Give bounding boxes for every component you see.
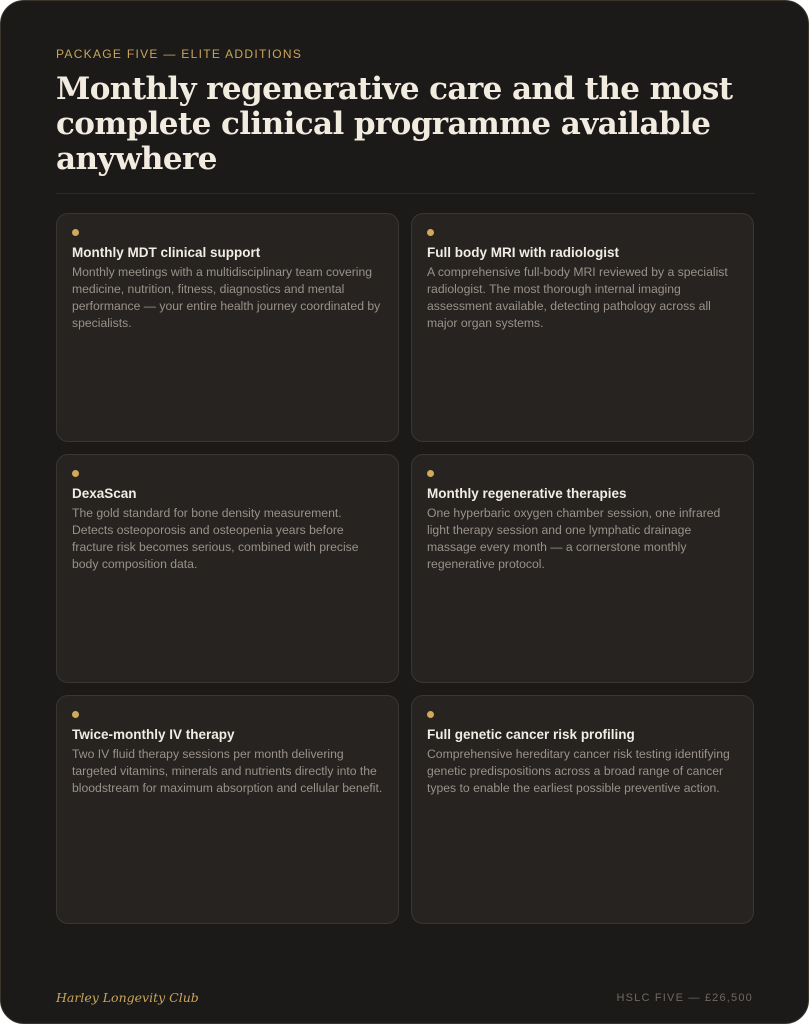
feature-card-description: A comprehensive full-body MRI reviewed by a specialist radiologist. The most thorough internal imaging assessment available, detecting pathology across all major organ systems. [427,265,728,330]
feature-card-description: Two IV fluid therapy sessions per month delivering targeted vitamins, minerals and nutrients directly into the bloodstream for maximum absorption and cellular benefit. [72,747,383,795]
feature-card-regenerative-therapies [411,454,754,683]
bullet-dot-icon [72,470,79,477]
feature-card-full-body-mri [411,213,754,442]
feature-card-title: Monthly regenerative therapies [427,486,627,501]
header-divider [56,193,755,194]
feature-card-title: DexaScan [72,486,137,501]
feature-card-genetic-cancer-risk [411,695,754,924]
footer-brand-name: Harley Longevity Club [56,990,199,1005]
bullet-dot-icon [72,711,79,718]
feature-card-description: Monthly meetings with a multidisciplinary team covering medicine, nutrition, fitness, diagnostics and mental performance — your entire health journey coordinated by specialists. [72,265,381,330]
feature-card-description: The gold standard for bone density measurement. Detects osteoporosis and osteopenia years before fracture risk becomes serious, combined with precise body composition data. [72,506,359,571]
bullet-dot-icon [427,229,434,236]
page-title: Monthly regenerative care and the most complete clinical programme available anywhere [56,71,733,177]
feature-card-dexascan [56,454,399,683]
footer-package-price: HSLC FIVE — £26,500 [616,992,753,1004]
bullet-dot-icon [427,711,434,718]
feature-card-title: Full body MRI with radiologist [427,245,619,260]
package-eyebrow: PACKAGE FIVE — ELITE ADDITIONS [56,47,303,61]
bullet-dot-icon [427,470,434,477]
feature-card-iv-therapy [56,695,399,924]
feature-card-description: Comprehensive hereditary cancer risk testing identifying genetic predispositions across a broad range of cancer types to enable the earliest possible preventive action. [427,747,730,795]
bullet-dot-icon [72,229,79,236]
feature-card-mdt-support [56,213,399,442]
feature-card-title: Full genetic cancer risk profiling [427,727,635,742]
feature-card-title: Twice-monthly IV therapy [72,727,235,742]
feature-card-title: Monthly MDT clinical support [72,245,261,260]
feature-card-description: One hyperbaric oxygen chamber session, one infrared light therapy session and one lymphatic drainage massage every month — a cornerstone monthly regenerative protocol. [427,506,721,571]
